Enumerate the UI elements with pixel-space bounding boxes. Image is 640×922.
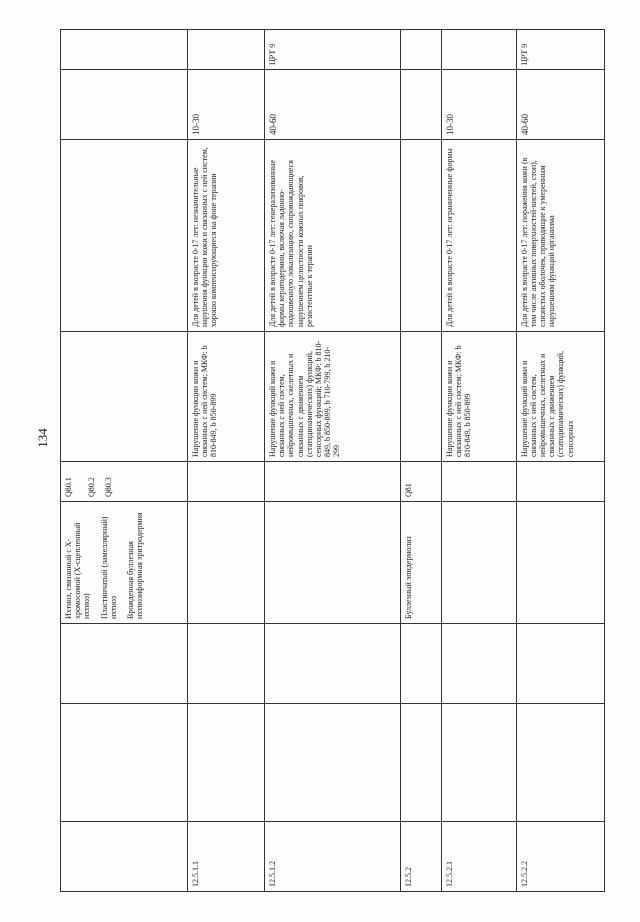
row-number-cell: 12.5.2.1 <box>441 822 516 892</box>
empty-cell <box>187 624 264 704</box>
table-row <box>264 30 400 892</box>
criteria-cell <box>61 140 188 332</box>
empty-cell <box>61 704 188 822</box>
criteria-cell <box>400 140 441 332</box>
table-row <box>61 30 188 892</box>
empty-cell <box>187 462 264 502</box>
page-number: 134 <box>35 428 50 448</box>
extra-cell <box>441 30 516 70</box>
function-cell: Нарушение функций кожи и связанных с ней систем, нейромышечных, скелетных и связанных с движением (статодинамических) функций, сенсорных функций; МКФ: b 810-849, b 850-899, b 710-799, b 210-299 <box>264 332 400 462</box>
function-cell: Нарушение функций кожи и связанных с ней систем, нейромышечных, скелетных и связанных с движением (статодинамических) функций, сенсорных <box>516 332 604 462</box>
percent-cell: 10-30 <box>441 70 516 140</box>
empty-cell <box>187 704 264 822</box>
diagnosis-name: Ихтиоз, связанный с Х-хромосомой (Х-сцепленный ихтиоз) <box>64 522 92 619</box>
diagnosis-code-cell: Q81 <box>400 462 441 502</box>
empty-cell <box>400 624 441 704</box>
table-row <box>441 30 516 892</box>
extra-cell <box>187 30 264 70</box>
empty-cell <box>400 704 441 822</box>
diagnosis-name: Врожденная буллезная ихтиозиформная эритродермия <box>125 512 145 619</box>
criteria-cell: Для детей в возрасте 0-17 лет: генерализованные формы кератодермии, включая ладонно-подошвенную локализацию, сопровождающиеся нарушением целостности кожных покровов, резистентные к терапии <box>264 140 400 332</box>
diagnosis-name-cell: Буллезный эпидермолиз <box>400 502 441 624</box>
function-cell: Нарушение функции кожи и связанных с ней систем; МКФ: b 810-849, b 850-899 <box>187 332 264 462</box>
table-row <box>187 30 264 892</box>
extra-cell: ЦРТ 9 <box>516 30 604 70</box>
empty-cell <box>441 462 516 502</box>
row-number-cell: 12.5.2.2 <box>516 822 604 892</box>
extra-cell: ЦРТ 9 <box>264 30 400 70</box>
table-row <box>400 30 441 892</box>
empty-cell <box>441 502 516 624</box>
criteria-cell: Для детей в возрасте 0-17 лет: поражения кожи (в том числе активных поверхностей-кистей, стоп), слизистых оболочек, приводящие к умеренным нарушениям функций организма <box>516 140 604 332</box>
empty-cell <box>264 704 400 822</box>
function-cell: Нарушение функции кожи и связанных с ней систем; МКФ: b 810-849, b 850-899 <box>441 332 516 462</box>
empty-cell <box>61 624 188 704</box>
diagnosis-code: Q80.1 <box>64 477 73 497</box>
row-number-cell: 12.5.1.1 <box>187 822 264 892</box>
empty-cell <box>516 704 604 822</box>
diagnosis-code-cell <box>61 462 188 502</box>
table-row <box>516 30 604 892</box>
empty-cell <box>516 462 604 502</box>
diagnosis-code: Q80.2 <box>87 477 97 497</box>
criteria-table <box>60 29 605 892</box>
diagnosis-code: Q80.3 <box>104 477 114 497</box>
percent-cell <box>61 70 188 140</box>
diagnosis-name: Пластинчатый (ламеллярный) ихтиоз <box>99 516 118 619</box>
empty-cell <box>187 502 264 624</box>
empty-cell <box>516 502 604 624</box>
percent-cell: 10-30 <box>187 70 264 140</box>
criteria-cell: Для детей в возрасте 0-17 лет: ограниченные формы <box>441 140 516 332</box>
diagnosis-name-cell <box>61 502 188 624</box>
empty-cell <box>264 462 400 502</box>
percent-cell: 40-60 <box>264 70 400 140</box>
percent-cell <box>400 70 441 140</box>
empty-cell <box>264 624 400 704</box>
function-cell <box>400 332 441 462</box>
extra-cell <box>61 30 188 70</box>
disability-criteria-table <box>60 30 605 892</box>
empty-cell <box>441 704 516 822</box>
row-number-cell: 12.5.2 <box>400 822 441 892</box>
function-cell <box>61 332 188 462</box>
empty-cell <box>441 624 516 704</box>
percent-cell: 40-60 <box>516 70 604 140</box>
row-number-cell: 12.5.1.2 <box>264 822 400 892</box>
criteria-cell: Для детей в возрасте 0-17 лет: незначительные нарушения функции кожи и связанных с ней систем, хорошо компенсирующиеся на фоне терапии <box>187 140 264 332</box>
extra-cell <box>400 30 441 70</box>
row-number-cell <box>61 822 188 892</box>
empty-cell <box>516 624 604 704</box>
empty-cell <box>264 502 400 624</box>
